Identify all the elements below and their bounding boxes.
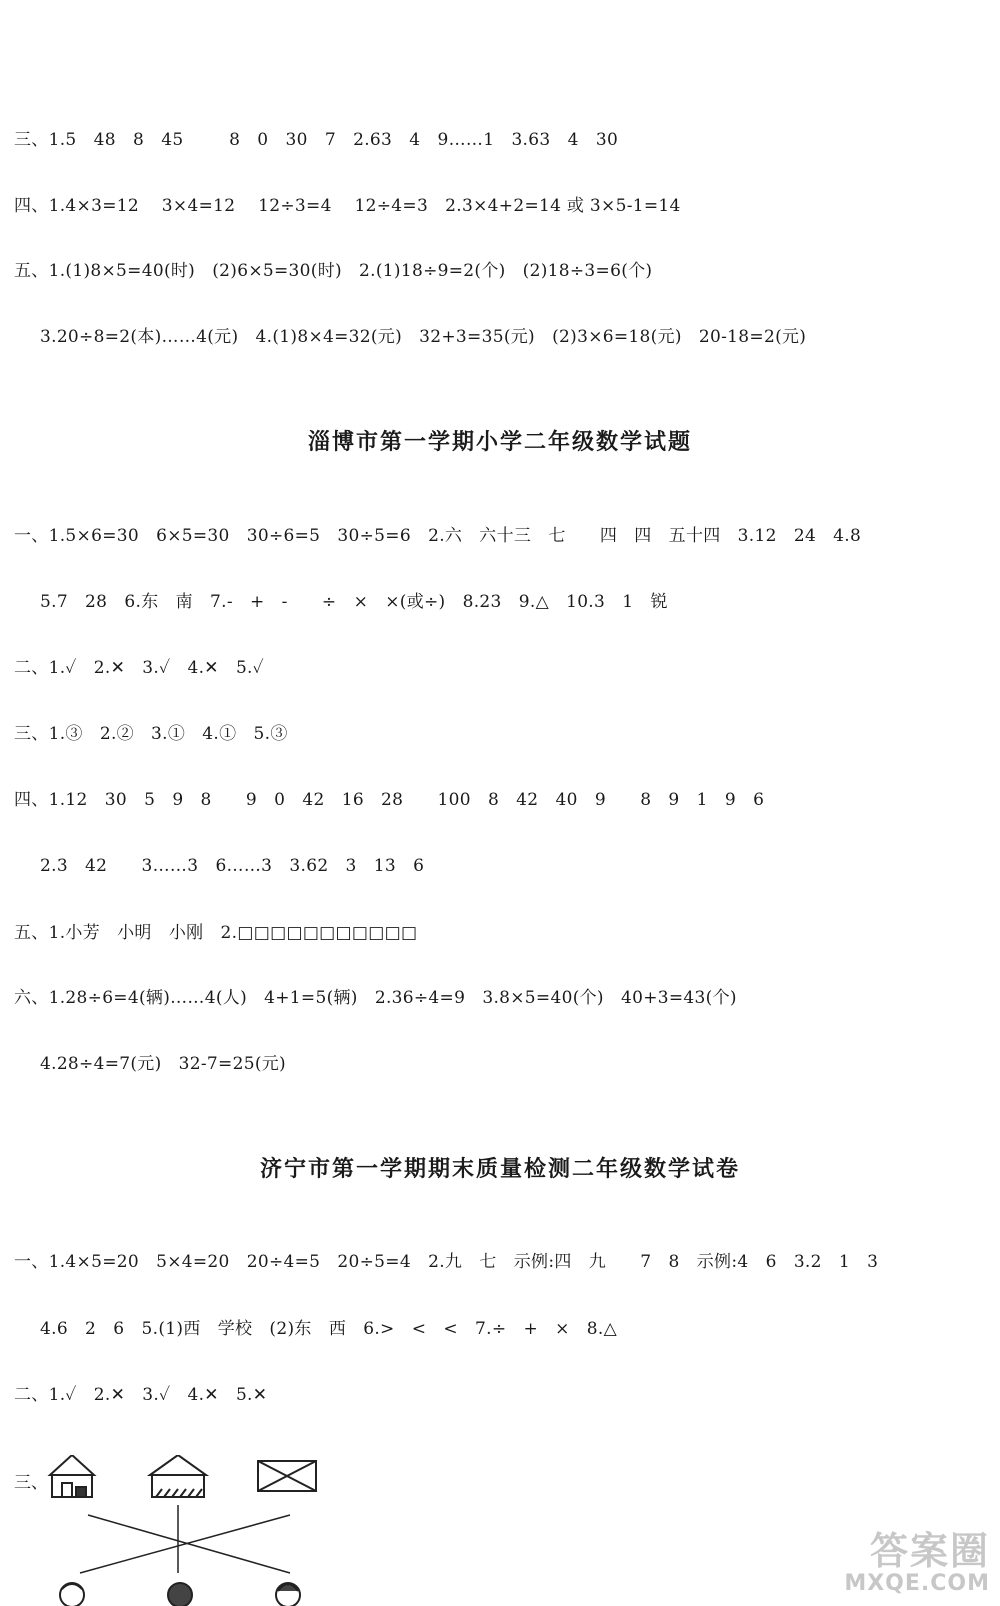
- top-view-rectangle: [258, 1461, 316, 1491]
- answer-line: 一、1.5×6=30 6×5=30 30÷6=5 30÷5=6 2.六 六十三 七 四 四 五十四 3.12 24 4.8: [14, 526, 862, 546]
- answer-line: 五、1.(1)8×5=40(时) (2)6×5=30(时) 2.(1)18÷9=2(个) (2)18÷3=6(个): [14, 261, 653, 281]
- answer-line: 二、1.✓ 2.✕ 3.✓ 4.✕ 5.✓: [14, 658, 265, 678]
- answer-line: 二、1.✓ 2.✕ 3.✓ 4.✕ 5.✕: [14, 1385, 268, 1405]
- answer-line: 4.6 2 6 5.(1)西 学校 (2)东 西 6.> < < 7.÷ + × 8.△: [40, 1319, 617, 1339]
- watermark-logo: [790, 1520, 990, 1604]
- answer-line: 四、1.12 30 5 9 8 9 0 42 16 28 100 8 42 40 9 8 9 1 9 6: [14, 790, 765, 810]
- watermark-text: 答案圈: [869, 1529, 990, 1573]
- answer-line: 4.28÷4=7(元) 32-7=25(元): [40, 1054, 286, 1074]
- answer-line: 5.7 28 6.东 南 7.- + - ÷ × ×(或÷) 8.23 9.△ 10.3 1 锐: [40, 592, 668, 612]
- answer-line: 六、1.28÷6=4(辆)……4(人) 4+1=5(辆) 2.36÷4=9 3.8×5=40(个) 40+3=43(个): [14, 988, 737, 1008]
- watermark-url: MXQE.COM: [844, 1571, 990, 1596]
- answer-line: 2.3 42 3……3 6……3 3.62 3 13 6: [40, 856, 425, 876]
- house-side-view: [150, 1455, 206, 1497]
- child-middle-icon: [168, 1583, 192, 1606]
- section-title: 淄博市第一学期小学二年级数学试题: [307, 430, 692, 455]
- child-left-icon: [60, 1583, 84, 1606]
- figure-label: 三、: [14, 1473, 48, 1493]
- house-front-view: [50, 1455, 94, 1497]
- section-title: 济宁市第一学期期末质量检测二年级数学试卷: [259, 1157, 740, 1182]
- answer-line: 3.20÷8=2(本)……4(元) 4.(1)8×4=32(元) 32+3=35(元) (2)3×6=18(元) 20-18=2(元): [40, 327, 807, 347]
- answer-line: 三、1.5 48 8 45 8 0 30 7 2.63 4 9……1 3.63 4 30: [14, 130, 619, 150]
- answer-line: 一、1.4×5=20 5×4=20 20÷4=5 20÷5=4 2.九 七 示例:四 九 7 8 示例:4 6 3.2 1 3: [14, 1252, 879, 1272]
- answer-line: 四、1.4×3=12 3×4=12 12÷3=4 12÷4=3 2.3×4+2=14 或 3×5-1=14: [14, 196, 681, 216]
- answer-line: 五、1.小芳 小明 小刚 2.□□□□□□□□□□□: [14, 923, 418, 943]
- matching-lines: [80, 1505, 290, 1573]
- child-right-icon: [276, 1583, 300, 1606]
- answer-line: 三、1.③ 2.② 3.① 4.① 5.③: [14, 724, 288, 744]
